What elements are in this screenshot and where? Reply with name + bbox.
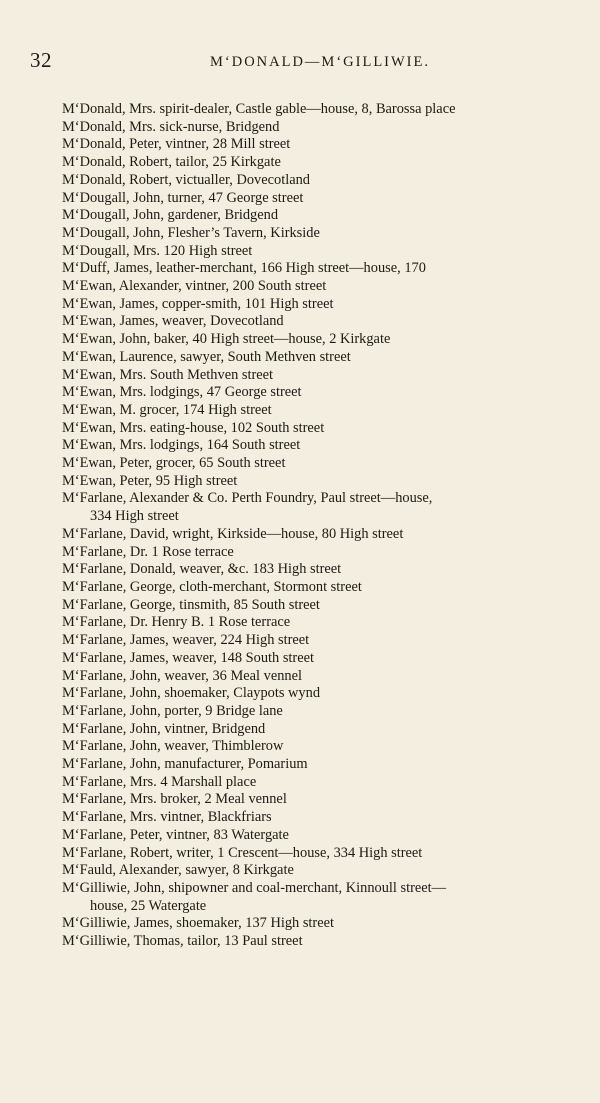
directory-entries [62,101,570,951]
directory-entry: M‘Dougall, John, gardener, Bridgend [62,207,279,224]
directory-entry: M‘Dougall, Mrs. 120 High street [62,242,253,259]
directory-entry: M‘Donald, Mrs. sick-nurse, Bridgend [62,118,280,135]
directory-entry: M‘Farlane, James, weaver, 224 High street [62,632,310,649]
directory-entry: M‘Duff, James, leather-merchant, 166 High street—house, 170 [62,260,426,277]
directory-entry: M‘Farlane, George, tinsmith, 85 South street [62,596,320,613]
directory-entry: M‘Gilliwie, John, shipowner and coal-merchant, Kinnoull street— [62,879,447,896]
directory-entry: M‘Ewan, Peter, 95 High street [62,472,238,489]
directory-entry: M‘Ewan, Alexander, vintner, 200 South street [62,278,327,295]
directory-entry: M‘Dougall, John, turner, 47 George street [62,189,304,206]
directory-entry: M‘Farlane, John, vintner, Bridgend [62,720,266,737]
directory-entry: M‘Ewan, James, weaver, Dovecotland [62,313,284,330]
directory-entry: M‘Farlane, Dr. 1 Rose terrace [62,543,234,560]
directory-entry: M‘Farlane, John, weaver, 36 Meal vennel [62,667,302,684]
directory-entry: M‘Farlane, George, cloth-merchant, Stormont street [62,578,362,595]
directory-entry: M‘Farlane, David, wright, Kirkside—house, 80 High street [62,525,404,542]
directory-entry: M‘Ewan, James, copper-smith, 101 High street [62,295,334,312]
directory-entry: M‘Farlane, Mrs. broker, 2 Meal vennel [62,791,287,808]
directory-entry: M‘Ewan, Mrs. lodgings, 47 George street [62,384,302,401]
directory-entry: M‘Ewan, Laurence, sawyer, South Methven street [62,348,351,365]
directory-entry: M‘Dougall, John, Flesher’s Tavern, Kirkside [62,224,320,241]
directory-entry: M‘Farlane, Alexander & Co. Perth Foundry, Paul street—house, [62,490,433,507]
directory-entry: M‘Ewan, John, baker, 40 High street—house, 2 Kirkgate [62,331,391,348]
directory-entry: M‘Farlane, John, shoemaker, Claypots wynd [62,685,321,702]
directory-entry: M‘Fauld, Alexander, sawyer, 8 Kirkgate [62,862,294,879]
directory-entry: M‘Farlane, James, weaver, 148 South street [62,649,314,666]
directory-entry: M‘Gilliwie, James, shoemaker, 137 High street [62,915,334,932]
directory-entry: M‘Ewan, Mrs. South Methven street [62,366,274,383]
directory-entry: M‘Farlane, Mrs. vintner, Blackfriars [62,809,272,826]
directory-entry: M‘Donald, Robert, tailor, 25 Kirkgate [62,154,281,171]
directory-entry: M‘Farlane, John, weaver, Thimblerow [62,738,284,755]
page-header [30,48,570,78]
directory-entry: M‘Ewan, M. grocer, 174 High street [62,401,272,418]
directory-entry: M‘Farlane, Robert, writer, 1 Crescent—house, 334 High street [62,844,423,861]
directory-entry: M‘Gilliwie, Thomas, tailor, 13 Paul street [62,933,303,950]
directory-entry: M‘Ewan, Mrs. eating-house, 102 South street [62,419,325,436]
directory-entry: M‘Farlane, John, porter, 9 Bridge lane [62,702,283,719]
directory-entry: M‘Farlane, Dr. Henry B. 1 Rose terrace [62,614,291,631]
directory-entry: M‘Farlane, Mrs. 4 Marshall place [62,773,257,790]
directory-entry: M‘Farlane, Peter, vintner, 83 Watergate [62,826,289,843]
directory-entry-continuation: 334 High street [90,508,179,525]
directory-entry: M‘Ewan, Peter, grocer, 65 South street [62,455,286,472]
directory-entry: M‘Donald, Robert, victualler, Dovecotland [62,171,310,188]
running-head: M‘DONALD—M‘GILLIWIE. [210,54,430,70]
directory-entry: M‘Farlane, Donald, weaver, &c. 183 High street [62,561,342,578]
directory-entry-continuation: house, 25 Watergate [90,897,207,914]
page-number: 32 [30,48,52,72]
directory-entry: M‘Donald, Peter, vintner, 28 Mill street [62,136,291,153]
directory-entry: M‘Farlane, John, manufacturer, Pomarium [62,756,308,773]
directory-entry: M‘Ewan, Mrs. lodgings, 164 South street [62,437,301,454]
directory-entry: M‘Donald, Mrs. spirit-dealer, Castle gable—house, 8, Barossa place [62,101,456,117]
